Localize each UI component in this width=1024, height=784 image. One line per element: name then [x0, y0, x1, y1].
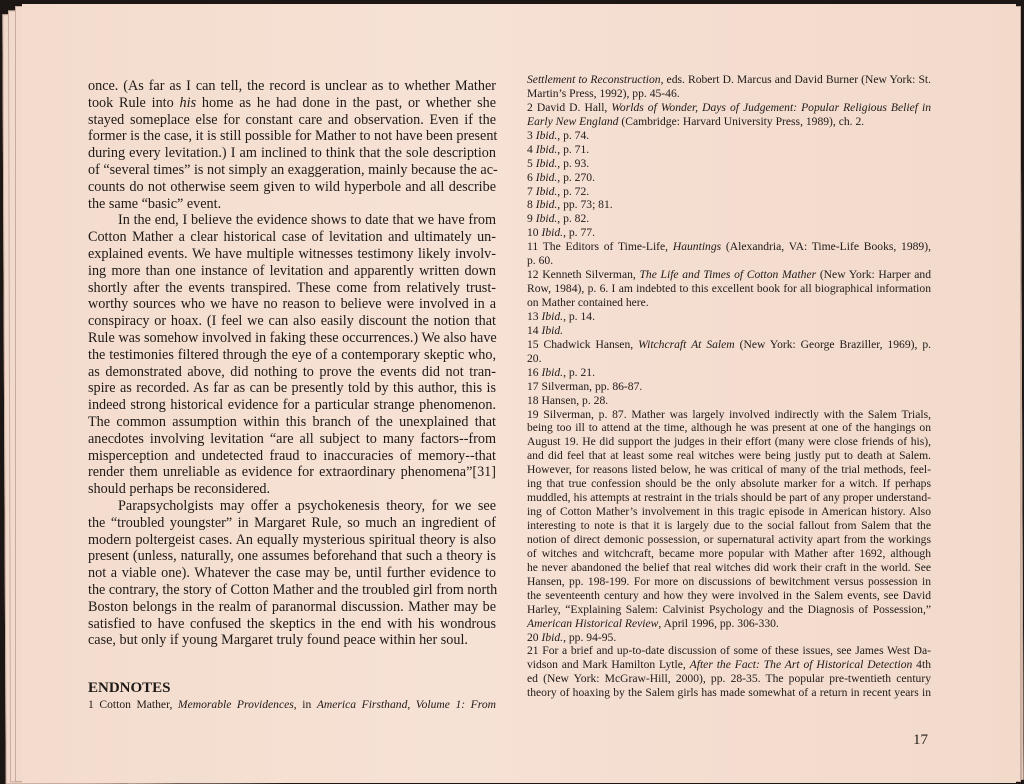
text-line — [88, 548, 496, 565]
text-line — [88, 347, 496, 364]
italic-text: Ibid. — [535, 198, 558, 212]
italic-text: Ibid. — [535, 212, 558, 226]
text-line — [527, 449, 931, 463]
text-segment: present (unless, naturally, one assumes beforehand that such a theory is — [88, 548, 496, 565]
text-line — [88, 95, 496, 112]
italic-text: Witchcraft At Salem — [638, 337, 735, 351]
text-segment: However, for reasons listed below, he was critical of many of the trial methods, feel- — [527, 463, 931, 477]
text-line — [527, 491, 931, 505]
text-segment: , p. 21. — [563, 365, 595, 379]
text-line — [88, 280, 496, 297]
endnotes-column — [527, 73, 931, 700]
text-segment: , p. 74. — [557, 128, 590, 142]
document-page — [22, 4, 1016, 783]
text-line — [527, 644, 931, 658]
page-number: 17 — [913, 732, 928, 748]
italic-text: Hauntings — [672, 240, 722, 254]
text-line — [88, 448, 496, 465]
text-segment: , p. 93. — [557, 156, 590, 170]
text-line — [527, 686, 931, 700]
text-line — [527, 380, 931, 394]
text-line — [527, 310, 931, 324]
text-line — [88, 246, 496, 263]
text-segment: Hansen, pp. 198-199. For more on discussions of bewitchment versus possession in — [527, 574, 931, 588]
text-segment: 1 Cotton Mather, — [88, 698, 178, 711]
italic-text: The Life and Times of Cotton Mather — [639, 268, 817, 282]
text-line — [88, 397, 496, 414]
text-line — [88, 330, 496, 347]
text-line — [527, 115, 931, 129]
text-segment: modern poltergeist cases. An equally mysterious spiritual theory is also — [88, 531, 496, 548]
text-segment: should perhaps be reconsidered. — [88, 481, 271, 498]
text-segment: 21 For a brief and up-to-date discussion of some of these issues, see James West Da- — [527, 644, 931, 658]
text-segment: 19 Silverman, p. 87. Mather was largely involved indirectly with the Salem Trials, — [527, 407, 931, 421]
text-segment: of “several times” is not simply an exaggeration, mainly because the ac- — [88, 161, 498, 178]
text-line — [88, 464, 496, 481]
text-line — [88, 263, 496, 280]
text-segment: 10 — [527, 226, 542, 240]
text-segment: 3 — [527, 128, 536, 142]
text-line — [527, 617, 931, 631]
text-line — [88, 296, 496, 313]
text-segment: muddled, his attempts at restraint in the trials should be part of any proper understand- — [527, 491, 931, 505]
text-line — [527, 631, 931, 645]
text-segment: being too ill to attend at the time, although he was present at one of the hangings on — [527, 421, 931, 435]
italic-text: Settlement to Reconstruction — [527, 73, 661, 86]
text-line — [88, 431, 496, 448]
italic-text: American Historical Review — [527, 616, 659, 630]
text-segment: took Rule into — [88, 94, 180, 111]
text-line — [88, 128, 496, 145]
italic-text: Ibid. — [541, 226, 564, 240]
text-segment: explained events. We have multiple witnesses testimony likely involv- — [88, 245, 496, 262]
text-segment: (New York: Harper and — [816, 268, 931, 282]
text-line — [527, 658, 931, 672]
text-segment: 4th — [912, 658, 931, 672]
text-line — [527, 589, 931, 603]
text-line — [88, 364, 496, 381]
text-segment: counts do not otherwise seem given to wild hyperbole and all describe — [88, 178, 496, 195]
text-segment: , pp. 73; 81. — [557, 198, 613, 212]
text-segment: Rule was somehow involved in faking these occurrences.) We also have — [88, 329, 497, 346]
text-segment: satisfied to have confused the skeptics in the end with his wondrous — [88, 615, 496, 632]
text-segment: , eds. Robert D. Marcus and David Burner (New York: St. — [660, 73, 932, 86]
text-line — [527, 561, 931, 575]
text-line — [527, 519, 931, 533]
text-line — [88, 599, 496, 616]
endnote-1 — [88, 698, 496, 711]
text-line — [527, 254, 931, 268]
text-line — [527, 366, 931, 380]
text-segment: on Mather contained here. — [527, 296, 649, 309]
text-segment: theory of hoaxing by the Salem girls has made somewhat of a return in recent years in — [527, 686, 931, 700]
text-segment: ed (New York: McGraw-Hill, 2000), pp. 28-35. The popular pre-twentieth century — [527, 672, 931, 686]
text-segment: ing of Cotton Mather’s involvement in this tragic episode in American history. Also — [527, 505, 931, 519]
text-segment: (Cambridge: Harvard University Press, 1989), ch. 2. — [618, 114, 865, 128]
text-line — [88, 162, 496, 179]
text-segment: , p. 14. — [563, 309, 595, 323]
text-segment: 4 — [527, 142, 536, 156]
text-segment: 18 Hansen, p. 28. — [527, 393, 609, 407]
text-segment: (New York: George Braziller, 1969), p. — [734, 337, 932, 351]
text-line — [88, 313, 496, 330]
italic-text: Ibid. — [541, 630, 564, 644]
text-segment: 16 — [527, 365, 542, 379]
text-line — [527, 268, 931, 282]
text-line — [88, 229, 496, 246]
text-line — [527, 324, 931, 338]
italic-text: Ibid. — [541, 309, 564, 323]
italic-text: Ibid. — [535, 156, 558, 170]
text-line — [527, 282, 931, 296]
text-line — [88, 565, 496, 582]
text-segment: ing that true confession should be the only absolute marker for a witch. If perhaps — [527, 477, 931, 491]
text-line — [527, 296, 931, 310]
text-line — [88, 145, 496, 162]
text-segment: , April 1996, pp. 306-330. — [658, 616, 779, 630]
italic-text: Memorable Providences — [177, 698, 294, 711]
text-segment: as demonstrated above, did nothing to prove the events did not tran- — [88, 363, 496, 380]
text-segment: (Alexandria, VA: Time-Life Books, 1989), — [721, 240, 931, 254]
text-segment: during every levitation.) I am inclined to think that the sole description — [88, 145, 496, 162]
text-segment: misperception and undetected fraud to inaccuracies of memory--that — [88, 447, 496, 464]
text-line — [527, 547, 931, 561]
text-line — [527, 157, 931, 171]
italic-text: Ibid. — [535, 128, 558, 142]
text-segment: former is the case, it is still possible for Mather to not have been present — [88, 128, 498, 145]
text-segment: 9 — [527, 212, 536, 226]
text-line — [88, 498, 496, 515]
text-line — [527, 87, 931, 101]
text-segment: the seventeenth century and how they were involved in the Salem events, see David — [527, 588, 931, 602]
text-segment: he never abandoned the belief that real witches did work their craft in the world. See — [527, 560, 931, 574]
text-line — [527, 198, 931, 212]
text-segment: In the end, I believe the evidence shows to date that we have from — [118, 212, 496, 229]
text-line — [88, 78, 496, 95]
text-line — [527, 575, 931, 589]
text-segment: the testimonies filtered through the eye of a contemporary skeptic who, — [88, 346, 496, 363]
text-line — [527, 421, 931, 435]
text-segment: case, but only if young Margaret truly found peace within her soul. — [88, 632, 468, 649]
text-line — [88, 179, 496, 196]
text-segment: the same “basic” event. — [88, 195, 222, 212]
text-segment: Martin’s Press, 1992), pp. 45-46. — [527, 86, 680, 100]
text-segment: 2 David D. Hall, — [527, 100, 612, 114]
text-segment: home as he had done in the past, or whether she — [196, 94, 496, 111]
text-segment: 8 — [527, 198, 536, 212]
text-line — [527, 408, 931, 422]
italic-text: his — [179, 94, 197, 111]
text-line — [88, 632, 496, 649]
italic-text: Ibid. — [535, 184, 558, 198]
text-line — [527, 185, 931, 199]
text-segment: not a viable one). Whatever the case may be, until further evidence to — [88, 565, 496, 582]
text-segment: 5 — [527, 156, 536, 170]
text-line — [88, 380, 496, 397]
text-line — [527, 338, 931, 352]
text-line — [527, 226, 931, 240]
text-segment: 17 Silverman, pp. 86-87. — [527, 379, 643, 393]
text-line — [527, 603, 931, 617]
text-line — [527, 171, 931, 185]
text-segment: once. (As far as I can tell, the record is unclear as to whether Mather — [88, 78, 496, 94]
text-segment: 20. — [527, 351, 542, 365]
text-segment: Row, 1984), p. 6. I am indebted to this excellent book for all biographical information — [527, 282, 931, 296]
text-segment: of witches and witchcraft, became more popular with Mather after 1692, although — [527, 546, 931, 560]
text-line — [527, 212, 931, 226]
text-segment: , p. 72. — [557, 184, 590, 198]
text-segment: spire as recorded. As far as can be presently told by this author, this is — [88, 380, 496, 397]
text-line — [88, 515, 496, 532]
text-line — [527, 435, 931, 449]
text-segment: 12 Kenneth Silverman, — [527, 268, 640, 282]
text-segment: , p. 71. — [557, 142, 590, 156]
text-segment: Harley, “Explaining Salem: Calvinist Psychology and the Diagnosis of Possession,” — [527, 602, 931, 616]
text-line — [88, 532, 496, 549]
text-segment: , p. 77. — [563, 226, 595, 240]
body-text-column — [88, 78, 496, 649]
text-segment: , p. 82. — [557, 212, 590, 226]
italic-text: Ibid. — [535, 142, 558, 156]
text-line — [527, 352, 931, 366]
text-line — [527, 129, 931, 143]
text-segment: Parapsycholgists may offer a psychokenesis theory, for we see — [118, 497, 496, 514]
text-line — [88, 616, 496, 633]
text-segment: conspiracy or hoax. (I feel we can also easily discount the notion that — [88, 313, 496, 330]
text-segment: interesting to note is that it is largely due to the social fallout from Salem that the — [527, 519, 931, 532]
text-segment: notion of direct demonic possession, or supernatural activity apart from the workings — [527, 532, 931, 546]
text-line — [88, 196, 496, 213]
text-segment: 11 The Editors of Time-Life, — [527, 240, 673, 254]
text-segment: 14 — [527, 323, 542, 337]
italic-text: Ibid. — [535, 170, 558, 184]
text-segment: indeed strong historical evidence for a particular strange phenomenon. — [88, 397, 496, 414]
text-segment: , pp. 94-95. — [563, 630, 617, 644]
text-segment: Cotton Mather a clear historical case of levitation and ultimately un- — [88, 229, 496, 246]
text-line — [527, 505, 931, 519]
text-line — [88, 212, 496, 229]
text-segment: the “troubled youngster” in Margaret Rule, so much an ingredient of — [88, 514, 496, 531]
text-line — [88, 112, 496, 129]
text-line — [527, 477, 931, 491]
text-segment: vidson and Mark Hamilton Lytle, — [527, 658, 690, 672]
italic-text: Early New England — [527, 114, 619, 128]
italic-text: Ibid. — [541, 365, 564, 379]
text-line — [527, 101, 931, 115]
text-line — [88, 414, 496, 431]
text-segment: render them unreliable as evidence for extraordinary phenomena”[31] — [88, 464, 496, 481]
text-segment: Boston belongs in the realm of paranormal discussion. Mather may be — [88, 598, 496, 615]
text-segment: and did feel that at least some real witches were being justly put to death at Salem. — [527, 449, 931, 463]
text-segment: 13 — [527, 309, 542, 323]
text-segment: ing more than one instance of levitation and apparently written down — [88, 262, 496, 279]
text-segment: 6 — [527, 170, 536, 184]
text-line — [527, 463, 931, 477]
text-segment: p. 60. — [527, 254, 554, 268]
text-segment: , p. 270. — [557, 170, 595, 184]
text-segment: August 19. He did support the judges in their effort (many were close friends of his), — [527, 435, 931, 449]
text-segment: stayed someplace else for constant care and observation. Even if the — [88, 111, 496, 128]
italic-text: America Firsthand, Volume 1: From — [316, 698, 497, 711]
text-line — [527, 394, 931, 408]
text-line — [527, 73, 931, 87]
text-segment: 15 Chadwick Hansen, — [527, 337, 639, 351]
text-line — [88, 481, 496, 498]
text-line — [527, 240, 931, 254]
text-segment: 20 — [527, 630, 542, 644]
italic-text: Worlds of Wonder, Days of Judgement: Popular Religious Belief in — [611, 100, 931, 114]
endnotes-heading: ENDNOTES — [88, 680, 171, 696]
text-line — [527, 533, 931, 547]
text-line — [527, 672, 931, 686]
text-segment: worthy sources who we have no reason to believe were involved in a — [88, 296, 496, 313]
text-segment: anecdotes involving levitation “are all subject to many factors--from — [88, 430, 496, 447]
text-segment: the contrary, the story of Cotton Mather and the troubled girl from north — [88, 581, 498, 598]
text-segment: shortly after the events transpired. These come from relatively trust- — [88, 279, 496, 296]
italic-text: Ibid. — [541, 323, 564, 337]
italic-text: After the Fact: The Art of Historical Detection — [689, 658, 913, 672]
text-line — [527, 143, 931, 157]
text-line — [88, 582, 496, 599]
text-segment: 7 — [527, 184, 536, 198]
text-segment: The common assumption within this branch of the unexplained that — [88, 413, 496, 430]
text-segment: , in — [293, 698, 317, 711]
